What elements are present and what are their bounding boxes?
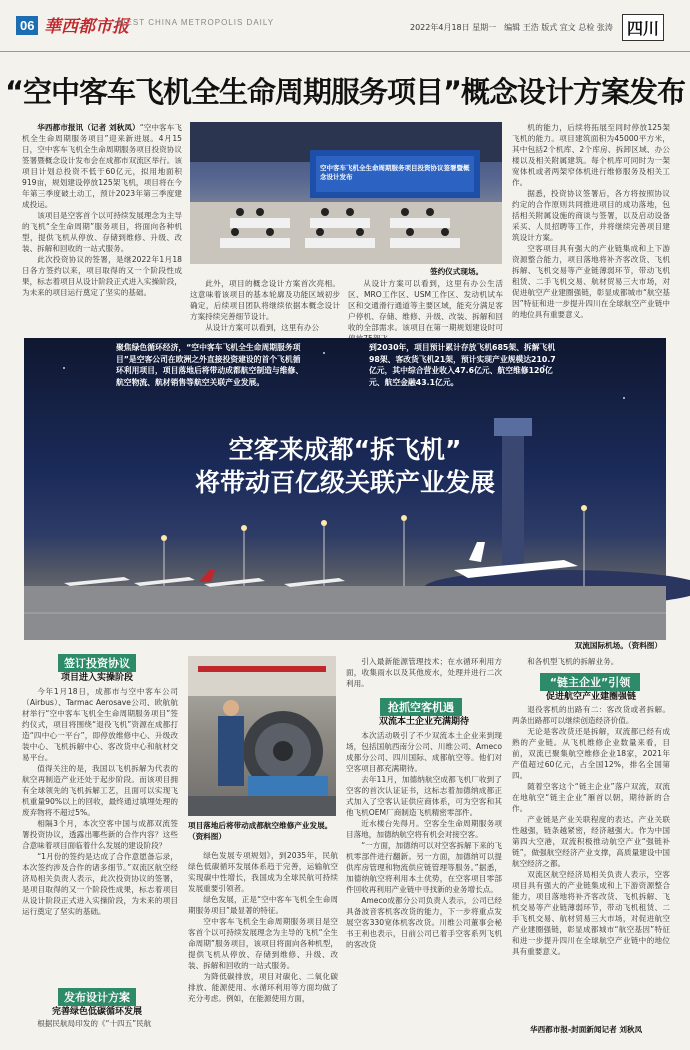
article2-c4p4: 随着空客这个“链主企业”落户双流，双流在地航空“链主企业”雁首以朝，期待新的合作。	[512, 782, 670, 813]
banner-title-line2: 将带动百亿级关联产业发展	[194, 468, 495, 497]
article2-c4p3: 无论是客改货还是拆解，双流都已经有成熟的产业链。从飞机维修企业数量来看，目前，双流已聚集航空维修企业18家，2021年产值超过60亿元，占全国12%，排名全国第四。	[512, 727, 670, 780]
airport-banner	[24, 338, 666, 640]
article2-c2p2: 绿色发展，正是“空中客车飞机全生命周期服务项目”最显著的特征。	[188, 895, 338, 915]
article1-p7: 据悉，投资协议签署后，各方将按照协议约定的合作原则共同推进项目的成功落地，包括相关附属设施的商谈与签署，以及启动设备采买、人员招聘等工作，并将继续完善项目建筑设计方案。	[512, 189, 670, 242]
article1-column4	[512, 122, 670, 342]
article2-column1-tail	[22, 1018, 178, 1040]
banner-note-left: 聚焦绿色循环经济，“空中客车飞机全生命周期服务项目”是空客公司在欧洲之外直接投资建设的首个飞机循环利用项目，项目落地后将带动成都航空制造与维修、航空物流、航材销售等航空关联产业发展。	[116, 343, 304, 387]
article1-p5-start: 从设计方案可以看到，这里有办公	[205, 323, 320, 332]
article2-c2p4: 为降低碳排放，项目对碳化、二氧化碳排放、能源使用、水循环利用等方面均做了充分考虑。例如，在能源使用方面，	[188, 972, 338, 1003]
issue-meta: 2022年4月18日 星期一 编辑 王浩 版式 宜文 总检 张涛	[410, 23, 613, 32]
photo-caption-maintenance: 项目落地后将带动成都航空维修产业发展。（资料图）	[188, 821, 333, 841]
page-number: 06	[16, 16, 38, 35]
article2-c3p3: 去年11月，加德纳航空成都飞机厂收到了空客的首次认证证书，这标志着加德纳成都正式加入了空客认证供应商体系，可为空客和其他飞机OEM厂商制造飞机精密零部件。	[346, 775, 502, 817]
section-sub-design: 完善绿色低碳循环发展	[51, 1007, 142, 1017]
ceremony-scene-icon	[190, 122, 502, 264]
section-sub-investment: 项目进入实操阶段	[60, 673, 133, 683]
maintenance-photo	[188, 656, 336, 816]
article2-s1p4: “1月份的签约是达成了合作意愿备忘录，本次签约涉及合作的诸多细节。”双流区航空经济局相关负责人表示，此次投资协议的签署，是项目取得的又一个阶段性成果，标志着项目从设计阶段正式进入实操阶段，为未来的项目运行奠定了坚实的基础。	[22, 852, 178, 916]
section-head-chain: “链主企业”引领	[540, 673, 640, 691]
article2-c3p4: 近水楼台先得月。空客全生命周期服务项目落地，加德纳航空将有机会对接空客。	[346, 819, 502, 839]
section-sub-chain: 促进航空产业建圈强链	[545, 692, 636, 702]
article2-c2p3: 空中客车飞机全生命周期服务项目是空客首个以可持续发展理念为主导的飞机“全生命周期”服务项目，该项目将面向各种机型，提供飞机从停放、存储到维修、升级、改装、拆解和回收的一站式服务。	[188, 917, 338, 970]
byline: 华西都市报-封面新闻记者 刘秋凤	[530, 1025, 643, 1034]
article1-p6: 机的能力，后续将拓展至同时停放125架飞机的能力。项目建筑面积为45000平方米，其中包括2个机库、2个库房、拆卸区域、办公楼以及相关附属建筑。每个机库可同时为一架宽体机或者两架窄体机进行维修服务及相关工作。	[512, 123, 670, 187]
section-head-opportunity: 抢抓空客机遇	[380, 698, 462, 716]
article1-p2: 该项目是空客首个以可持续发展理念为主导的飞机“全生命周期”服务项目，将面向各种机型，提供飞机从停放、存储到维修、升级、改装、拆解和回收的一站式服务。	[22, 211, 182, 253]
banner-note-right: 到2030年，项目预计累计存放飞机685架、拆解飞机98架、客改货飞机21架，预计实现产业规模达210.7亿元，其中综合营业收入47.6亿元、航空维修120亿元、航空金融43.1亿元。	[369, 343, 556, 387]
banner-title-line1: 空客来成都“拆飞机”	[228, 435, 462, 464]
article2-c4p5: 产业链是产业关联程度的表达。产业关联性越强，链条越紧密，经济越强大。作为中国第四大空港，双流积极推动航空产业“强链补链”，做强航空经济产业支撑，高质量建设中国航空经济之都。	[512, 815, 670, 868]
section-head-investment: 签订投资协议	[58, 654, 136, 672]
engine-maintenance-icon	[188, 656, 336, 816]
article2-c3p5: “一方面，加德纳可以对空客拆解下来的飞机零部件进行翻新。另一方面，加德纳可以提供库房管理和物流供应链管理等服务。”据悉，加德纳航空将利用本土优势，在空客项目零部件回收再利用产业链中寻找新的业务增长点。	[346, 841, 502, 894]
article2-c3p6: Ameco成都分公司负责人表示，公司已经具备波音客机客改货的能力，下一步将重点发展空客330宽体机客改货。川维公司董事会秘书王利也表示，日前公司已着手空客系列飞机的客改货	[346, 896, 502, 949]
section-region: 四川	[622, 14, 664, 41]
section-head-design: 发布设计方案	[58, 988, 136, 1006]
article2-c4p2: 退役客机的出路有二：客改货或者拆解。两条出路都可以继续创造经济价值。	[512, 705, 670, 725]
article2-c4p6: 双流区航空经济局相关负责人表示，空客项目具有强大的产业链集成和上下游资源整合能力，项目落地将补齐客改货、飞机拆解、飞机交易等产业链薄弱环节，带动飞机租赁、二手飞机交易、航材贸易三大市场，对促进航空产业建圈强链，彰显成都城市“航空基因”特征和进一步提升四川在全球航空产业链中的地位具有重要意义。	[512, 870, 670, 956]
paper-logo: 華西都市报	[44, 17, 129, 37]
article2-c4p1: 和各机型飞机的拆解业务。	[527, 657, 619, 666]
article2-column1	[22, 686, 178, 986]
article2-s1p3: 相隔3个月，本次空客中国与成都双流签署投资协议，透露出哪些新的合作内容？这些合意味着项目面临着什么发展的建设阶段？	[22, 819, 178, 850]
main-headline: “空中客车飞机全生命周期服务项目”概念设计方案发布	[4, 75, 686, 109]
ceremony-screen-text: 空中客车飞机全生命周期服务项目投资协议签署暨概念设计发布	[320, 164, 470, 181]
article2-column3-top	[346, 656, 502, 696]
signing-ceremony-photo	[190, 122, 502, 264]
banner-source-caption: 双流国际机场。（资料图）	[574, 641, 662, 650]
article2-c2p1: 绿色发展专项规划》，到2035年，民航绿色低碳循环发展体系趋于完善，运输航空实现碳中性增长，我国成为全球民航可持续发展重要引领者。	[188, 851, 338, 893]
article2-column3	[346, 730, 502, 1040]
article1-p3: 此次投资协议的签署，是继2022年1月18日各方签约以来，项目取得的又一个阶段性成果，标志着项目从设计阶段正式进入实操阶段，为未来的项目运行奠定了坚实的基础。	[22, 255, 182, 297]
article1-p5: 从设计方案可以看到，这里有办公生活区、MRO工作区、USM工作区、发动机试车区和交通滑行通道等主要区域，能充分满足客户停机、存储、维修、升级、改装、拆解和回收的全部需求。该项目在第一期规划建设时可	[348, 279, 503, 332]
article1-p4: 此外，项目的概念设计方案首次亮相。这意味着该项目的基本轮廓及功能区域初步确定，后续项目团队将继续依据本概念设计方案持续完善细节设计。	[190, 279, 340, 321]
article1-p8: 空客项目具有强大的产业链集成和上下游资源整合能力，项目落地将补齐客改货、飞机拆解、飞机交易等产业链薄弱环节，带动飞机租赁、二手飞机交易、航材贸易三大市场，对促进航空产业建圈强链，彰显成都城市“航空基因”特征和进一步提升四川在全球航空产业链中的地位具有重要意义。	[512, 244, 670, 319]
article2-s1p1: 今年1月18日，成都市与空中客车公司（Airbus）、Tarmac Aerosave公司、欧航航材举行“空中客车飞机全生命周期服务项目”签约仪式，项目将围绕“退役飞机”资源在成都打造“四中心一平台”，即停放维修中心、升级改装中心、飞机拆解中心、客改货中心和航材交易平台。	[22, 687, 178, 762]
article1-column1	[22, 122, 182, 342]
article2-column4	[512, 704, 670, 1022]
article2-s1p2: 值得关注的是，我国以飞机拆解为代表的航空再制造产业还处于起步阶段。而该项目拥有全球领先的飞机拆解工艺，且面可以实现飞机重量90%以上的回收，最终通过填埋处理的废弃物将不超过5%。	[22, 764, 178, 817]
masthead	[0, 0, 690, 52]
article2-c3p2: 本次活动吸引了不少双流本土企业来到现场，包括国航西南分公司、川维公司、Ameco成都分公司、四川国际、成都航空等。他们对空客项目都充满期待。	[346, 731, 502, 773]
article2-column2	[188, 850, 338, 1040]
section-sub-opportunity: 双流本土企业充满期待	[378, 717, 469, 727]
lead-bold: 华西都市报讯（记者 刘秋凤）	[37, 123, 140, 132]
article2-column4-top	[512, 656, 670, 670]
article1-p1: “空中客车飞机全生命周期服务项目”迎来新进展。4月15日，空中客车飞机全生命周期服务项目投资协议签署暨概念设计发布会在成都市双流区举行。该项目计划总投资不低于60亿元，拟用地面积919亩，规划建设停放125架飞机，项目将在今年第三季度破土动工，预计2023年第三季度建成投运。	[22, 123, 182, 209]
paper-english-name: WEST CHINA METROPOLIS DAILY	[118, 18, 275, 27]
article1-column2	[190, 278, 340, 338]
article1-column3	[348, 278, 503, 338]
article2-c3p1: 引入最新能源管理技术；在水循环利用方面，收集雨水以及其他废水，处理并进行二次利用。	[346, 657, 502, 688]
article2-s2p1: 根据民航局印发的《“十四五”民航	[37, 1019, 152, 1028]
photo-caption-ceremony: 签约仪式现场。	[430, 267, 484, 276]
